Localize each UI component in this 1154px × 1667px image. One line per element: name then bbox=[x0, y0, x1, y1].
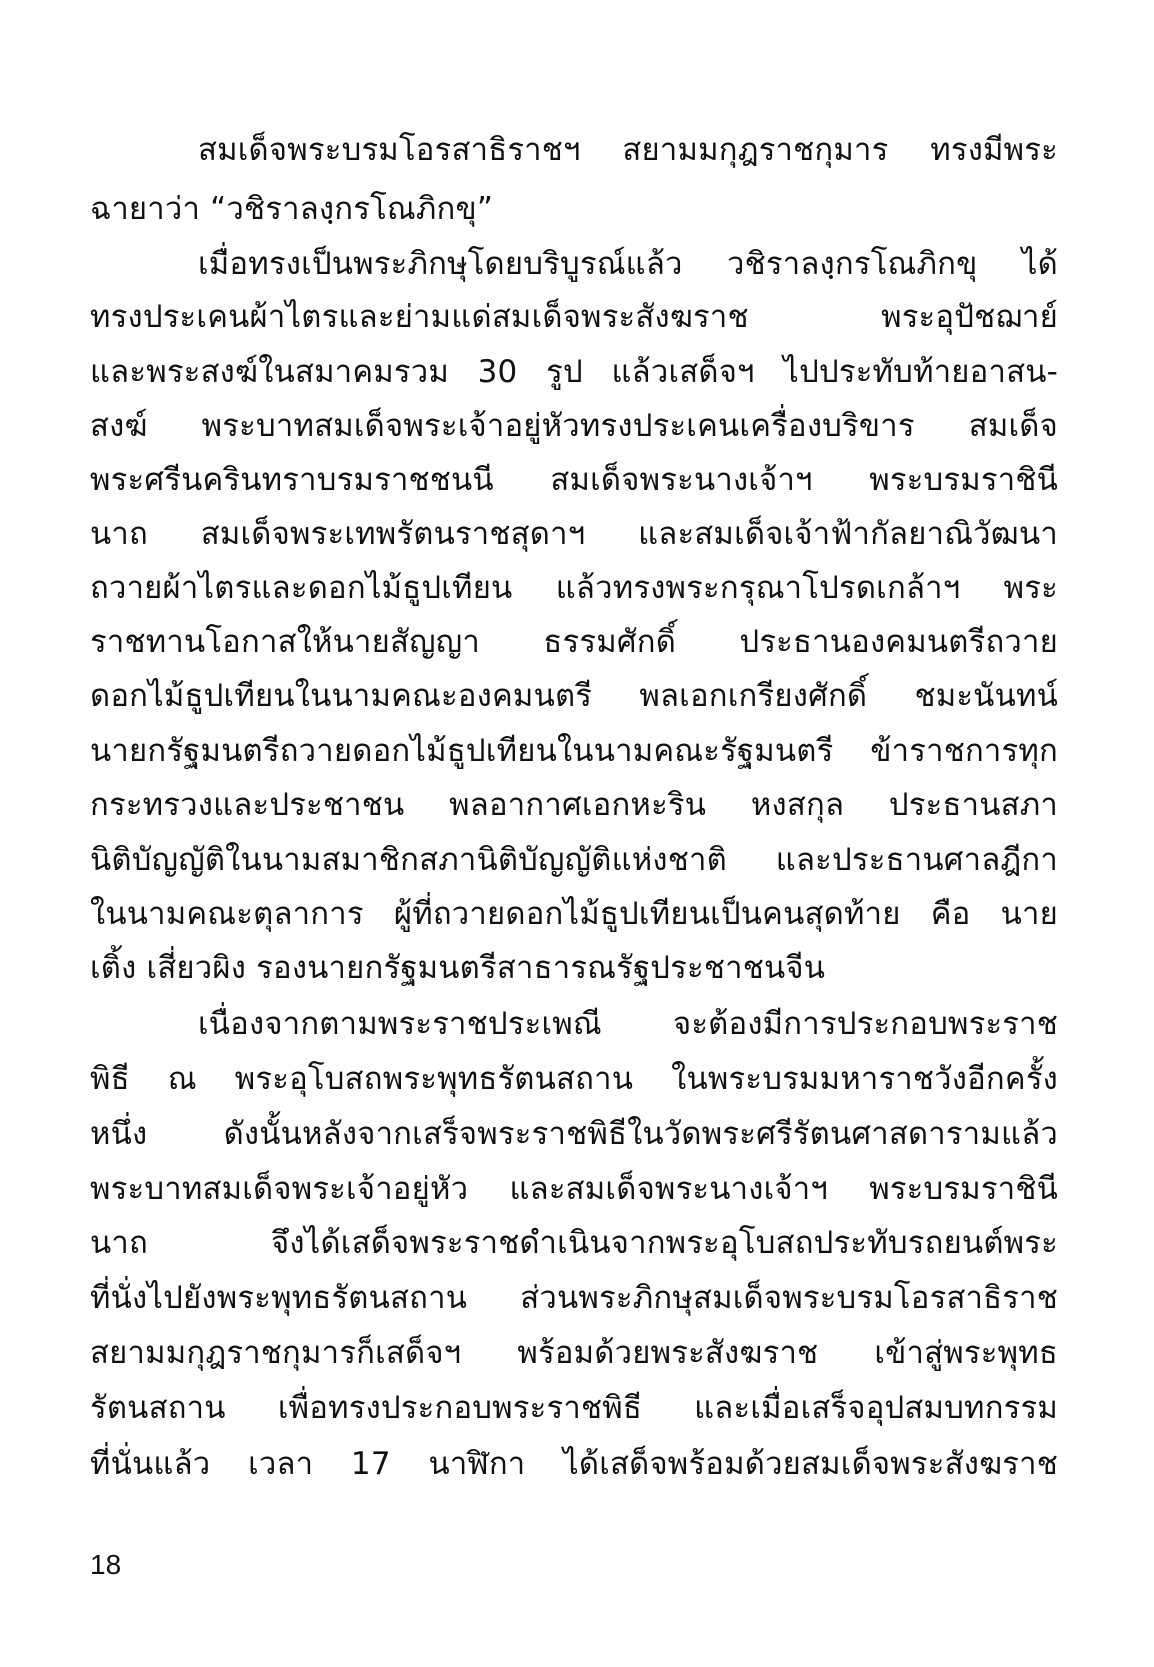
page-number: 18 bbox=[90, 1549, 122, 1580]
text-line: ทรงประเคนผ้าไตรและย่ามแด่สมเด็จพระสังฆราช พระอุปัชฌาย์ bbox=[90, 299, 1058, 335]
text-line: นาถ สมเด็จพระเทพรัตนราชสุดาฯ และสมเด็จเจ้าฟ้ากัลยาณิวัฒนา bbox=[90, 516, 1058, 552]
text-line: เมื่อทรงเป็นพระภิกษุโดยบริบูรณ์แล้ว วชิราลงฺกรโณภิกขุ ได้ bbox=[198, 246, 1058, 282]
text-line: ที่นั่งไปยังพระพุทธรัตนสถาน ส่วนพระภิกษุสมเด็จพระบรมโอรสาธิราช bbox=[90, 1280, 1058, 1316]
text-line: เติ้ง เสี่ยวผิง รองนายกรัฐมนตรีสาธารณรัฐประชาชนจีน bbox=[90, 950, 826, 986]
text-line: พระบาทสมเด็จพระเจ้าอยู่หัว และสมเด็จพระนางเจ้าฯ พระบรมราชินี bbox=[90, 1171, 1058, 1207]
text-line: เนื่องจากตามพระราชประเพณี จะต้องมีการประกอบพระราช bbox=[198, 1006, 1058, 1042]
text-line: ที่นั่นแล้ว เวลา 17 นาฬิกา ได้เสด็จพร้อมด้วยสมเด็จพระสังฆราช bbox=[90, 1446, 1058, 1482]
text-line: สมเด็จพระบรมโอรสาธิราชฯ สยามมกุฎราชกุมาร ทรงมีพระ bbox=[198, 132, 1058, 168]
text-line: พิธี ณ พระอุโบสถพระพุทธรัตนสถาน ในพระบรมมหาราชวังอีกครั้ง bbox=[90, 1061, 1058, 1097]
text-line: ดอกไม้ธูปเทียนในนามคณะองคมนตรี พลเอกเกรียงศักดิ์ ชมะนันทน์ bbox=[90, 678, 1058, 714]
text-line: หนึ่ง ดังนั้นหลังจากเสร็จพระราชพิธีในวัดพระศรีรัตนศาสดารามแล้ว bbox=[90, 1116, 1058, 1152]
text-line: และพระสงฆ์ในสมาคมรวม 30 รูป แล้วเสด็จฯ ไปประทับท้ายอาสน- bbox=[90, 354, 1058, 390]
text-line: สงฆ์ พระบาทสมเด็จพระเจ้าอยู่หัวทรงประเคนเครื่องบริขาร สมเด็จ bbox=[90, 408, 1058, 444]
text-line: นิติบัญญัติในนามสมาชิกสภานิติบัญญัติแห่งชาติ และประธานศาลฎีกา bbox=[90, 842, 1058, 878]
text-line: นาถ จึงได้เสด็จพระราชดำเนินจากพระอุโบสถประทับรถยนต์พระ bbox=[90, 1225, 1058, 1261]
text-line: พระศรีนครินทราบรมราชชนนี สมเด็จพระนางเจ้าฯ พระบรมราชินี bbox=[90, 462, 1058, 498]
text-line: ถวายผ้าไตรและดอกไม้ธูปเทียน แล้วทรงพระกรุณาโปรดเกล้าฯ พระ bbox=[90, 570, 1058, 606]
text-line: รัตนสถาน เพื่อทรงประกอบพระราชพิธี และเมื่อเสร็จอุปสมบทกรรม bbox=[90, 1390, 1058, 1426]
text-line: กระทรวงและประชาชน พลอากาศเอกหะริน หงสกุล ประธานสภา bbox=[90, 787, 1058, 823]
text-line: นายกรัฐมนตรีถวายดอกไม้ธูปเทียนในนามคณะรัฐมนตรี ข้าราชการทุก bbox=[90, 733, 1058, 769]
text-line: สยามมกุฎราชกุมารก็เสด็จฯ พร้อมด้วยพระสังฆราช เข้าสู่พระพุทธ bbox=[90, 1335, 1058, 1371]
text-line: ในนามคณะตุลาการ ผู้ที่ถวายดอกไม้ธูปเทียนเป็นคนสุดท้าย คือ นาย bbox=[90, 896, 1058, 932]
text-line: ฉายาว่า “วชิราลงฺกรโณภิกขุ” bbox=[90, 191, 494, 227]
text-line: ราชทานโอกาสให้นายสัญญา ธรรมศักดิ์ ประธานองคมนตรีถวาย bbox=[90, 624, 1058, 660]
